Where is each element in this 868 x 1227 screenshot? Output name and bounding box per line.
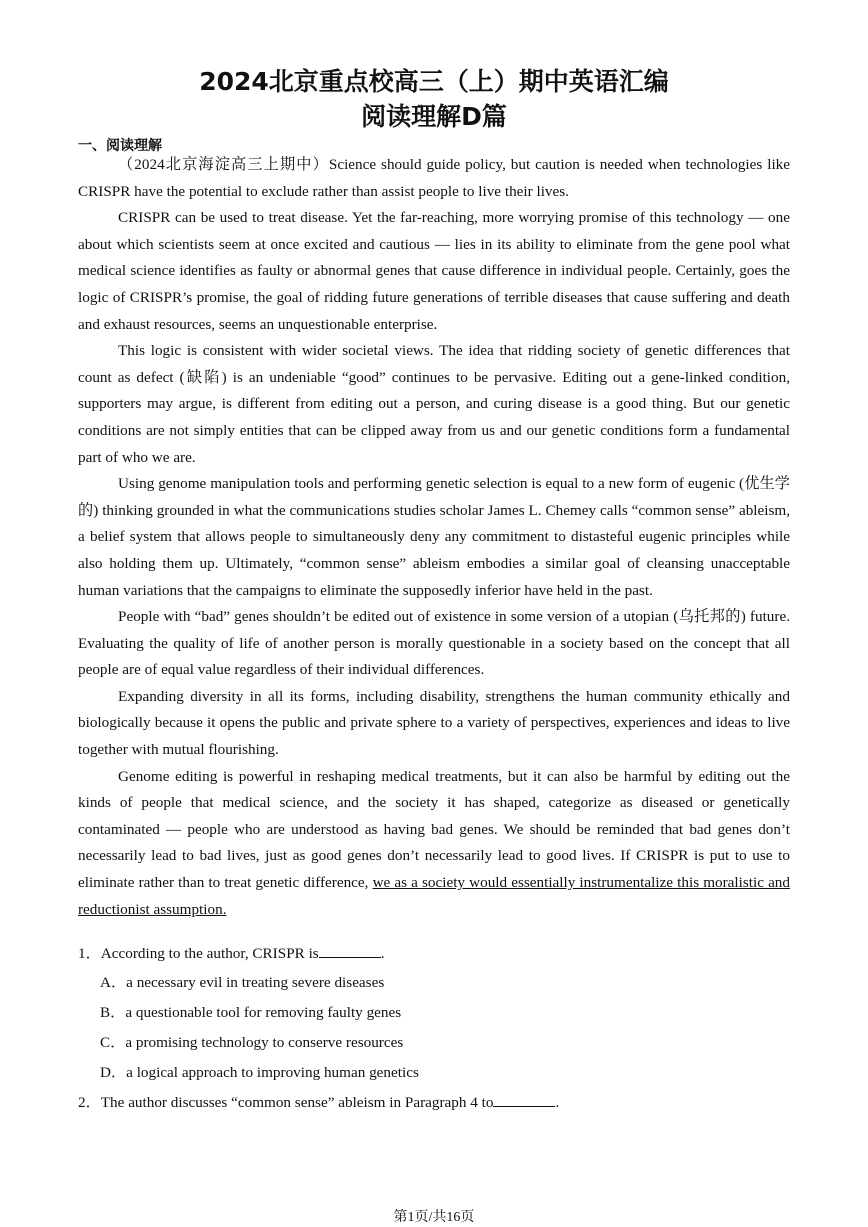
document-title: 2024北京重点校高三（上）期中英语汇编 <box>199 67 669 96</box>
answer-blank <box>493 1092 555 1107</box>
question-1-stem: 1．According to the author, CRISPR is <box>78 945 319 962</box>
option-c: C．a promising technology to conserve resources <box>100 1034 404 1051</box>
option-a: A．a necessary evil in treating severe diseases <box>100 974 385 991</box>
underlined-sentence: we as a society would essentially instrumentalize this moralistic and reductionist assumption. <box>78 874 790 918</box>
document-subtitle: 阅读理解D篇 <box>361 102 507 131</box>
passage-paragraph-6: Expanding diversity in all its forms, including disability, strengthens the human community ethically and biologically because it opens the public and private sphere to a variety of perspectives, experiences and ideas to live together with mutual flourishing. <box>78 687 790 759</box>
passage-paragraph-4: Using genome manipulation tools and performing genetic selection is equal to a new form of eugenic (优生学的) thinking grounded in what the communications studies scholar James L. Chemey calls “common sense” ableism, a belief system that allows people to simultaneously deny any commitment to distasteful eugenic principles while also holding them up. Ultimately, “common sense” ableism embodies a similar goal of cleansing unacceptable human variations that the campaigns to eliminate the supposedly inferior have held in the past. <box>78 475 790 599</box>
passage-paragraph-7 <box>78 764 790 924</box>
question-list <box>78 939 790 1117</box>
reading-passage <box>78 152 790 923</box>
passage-paragraph-2: CRISPR can be used to treat disease. Yet the far-reaching, more worrying promise of this technology — one about which scientists seem at once excited and cautious — lies in its ability to eliminate from the gene pool what medical science identifies as faulty or abnormal genes that cause difference in individual people. Certainly, goes the logic of CRISPR’s promise, the goal of ridding future generations of terrible diseases that cause suffering and death and exhaust resources, seems an unquestionable enterprise. <box>78 209 790 333</box>
page-number: 第1页/共16页 <box>393 1210 475 1225</box>
question-2-stem: 2．The author discusses “common sense” ableism in Paragraph 4 to <box>78 1094 494 1111</box>
paragraph-7-text: Genome editing is powerful in reshaping medical treatments, but it can also be harmful by editing out the kinds of people that medical science, and the society it has shaped, categorize as diseased or genetically contaminated — people who are understood as having bad genes. We should be reminded that bad genes don’t necessarily lead to bad lives, just as good genes don’t necessarily lead to good lives. If CRISPR is put to use to eliminate rather than to treat genetic difference, <box>78 767 790 892</box>
passage-paragraph-1: （2024北京海淀高三上期中）Science should guide policy, but caution is needed when technologies like CRISPR have the potential to exclude rather than assist people to live their lives. <box>78 156 790 200</box>
answer-blank <box>319 943 381 958</box>
question-1 <box>78 939 790 968</box>
question-2 <box>78 1088 790 1117</box>
question-1-end: . <box>380 945 385 962</box>
option-b: B．a questionable tool for removing faulty genes <box>100 1004 402 1021</box>
option-d: D．a logical approach to improving human genetics <box>100 1064 419 1081</box>
passage-paragraph-3: This logic is consistent with wider societal views. The idea that ridding society of genetic differences that count as defect (缺陷) is an undeniable “good” continues to be pervasive. Editing out a gene-linked condition, supporters may argue, is different from editing out a person, and curing disease is a good thing. But our genetic conditions are not simply entities that can be clipped away from us and our genetic conditions form a fundamental part of who we are. <box>78 342 790 466</box>
question-2-end: . <box>555 1094 560 1111</box>
section-heading: 一、阅读理解 <box>78 138 162 154</box>
passage-paragraph-5: People with “bad” genes shouldn’t be edited out of existence in some version of a utopian (乌托邦的) future. Evaluating the quality of life of another person is morally questionable in a society based on the concept that all people are of equal value regardless of their individual differences. <box>78 608 790 679</box>
